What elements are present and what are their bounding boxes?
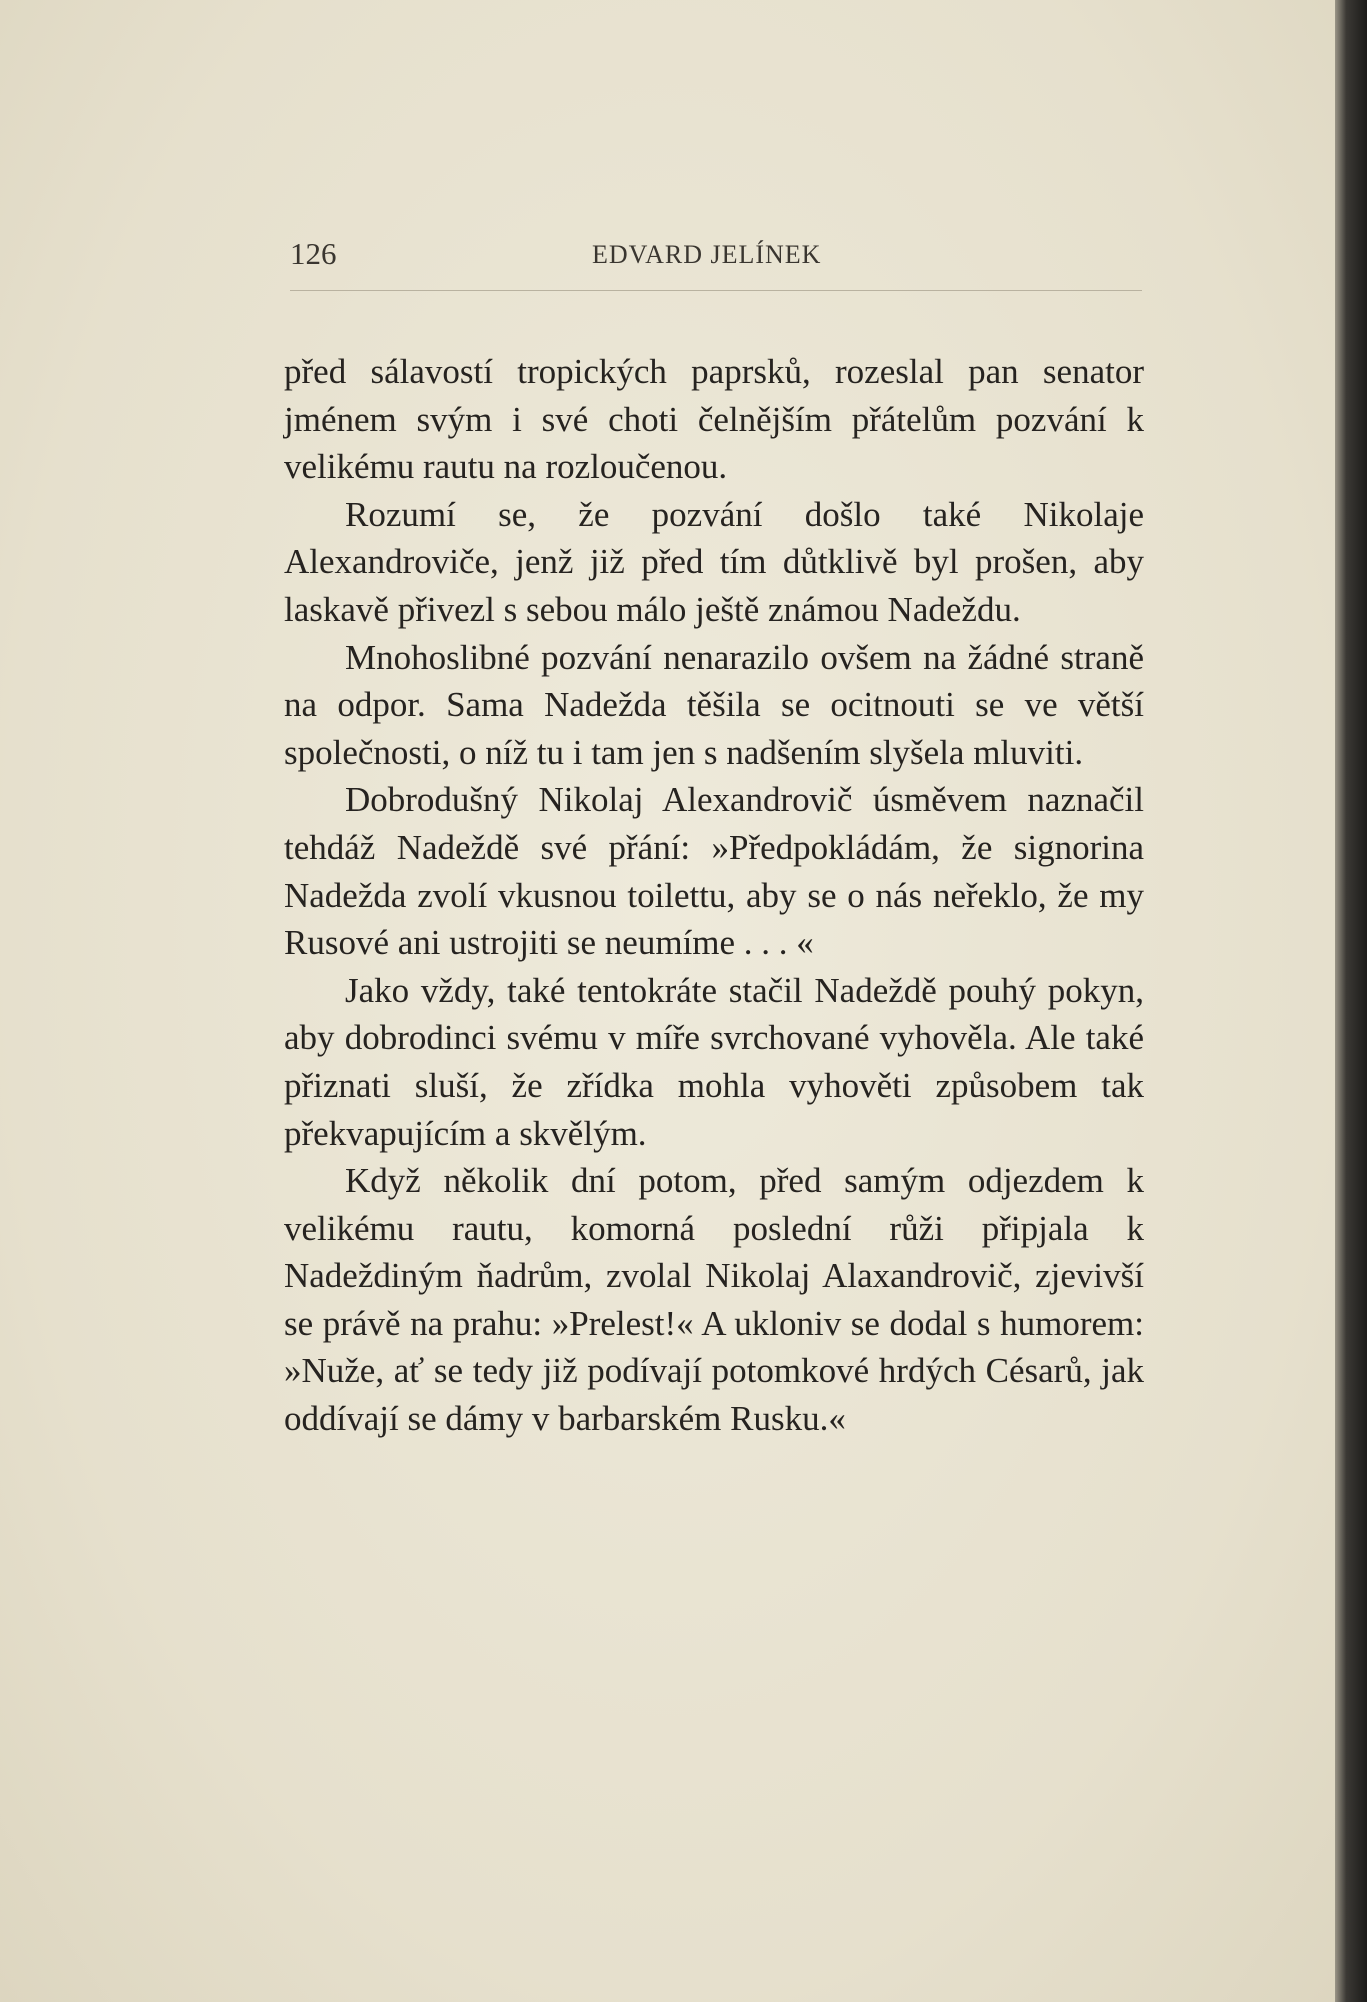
header-rule xyxy=(290,290,1142,291)
paragraph: Dobrodušný Nikolaj Alexandrovič úsměvem naznačil tehdáž Nadeždě své přání: »Předpokládám, že signorina Nadežda zvolí vkusnou toilettu, aby se o nás neřeklo, že my Rusové ani ustrojiti se neumíme . . . « xyxy=(284,780,1144,963)
body-text xyxy=(284,348,1144,1443)
paragraph: Když několik dní potom, před samým odjezdem k velikému rautu, komorná poslední růži připjala k Nadeždiným ňadrům, zvolal Nikolaj Alaxandrovič, zjevivší se právě na prahu: »Prelest!« A ukloniv se dodal s humorem: »Nuže, ať se tedy již podívají potomkové hrdých Césarů, jak oddívají se dámy v barbarském Rusku.« xyxy=(284,1161,1144,1439)
paragraph: Rozumí se, že pozvání došlo také Nikolaje Alexandroviče, jenž již před tím důtklivě byl prošen, aby laskavě přivezl s sebou málo ještě známou Nadeždu. xyxy=(284,494,1144,629)
paragraph-continued: před sálavostí tropických paprsků, rozeslal pan senator jménem svým i své choti čelnějším přátelům pozvání k velikému rautu na rozloučenou. xyxy=(284,352,1144,487)
running-head: EDVARD JELÍNEK xyxy=(592,240,822,269)
paragraph: Mnohoslibné pozvání nenarazilo ovšem na žádné straně na odpor. Sama Nadežda těšila se ocitnouti se ve větší společnosti, o níž tu i tam jen s nadšením slyšela mluviti. xyxy=(284,637,1144,772)
page-number: 126 xyxy=(290,236,337,271)
book-spine-shadow xyxy=(1335,0,1367,2002)
page-header xyxy=(290,232,1142,280)
paragraph: Jako vždy, také tentokráte stačil Nadeždě pouhý pokyn, aby dobrodinci svému v míře svrchované vyhověla. Ale také přiznati sluší, že zřídka mohla vyhověti způsobem tak překvapujícím a skvělým. xyxy=(284,970,1144,1153)
